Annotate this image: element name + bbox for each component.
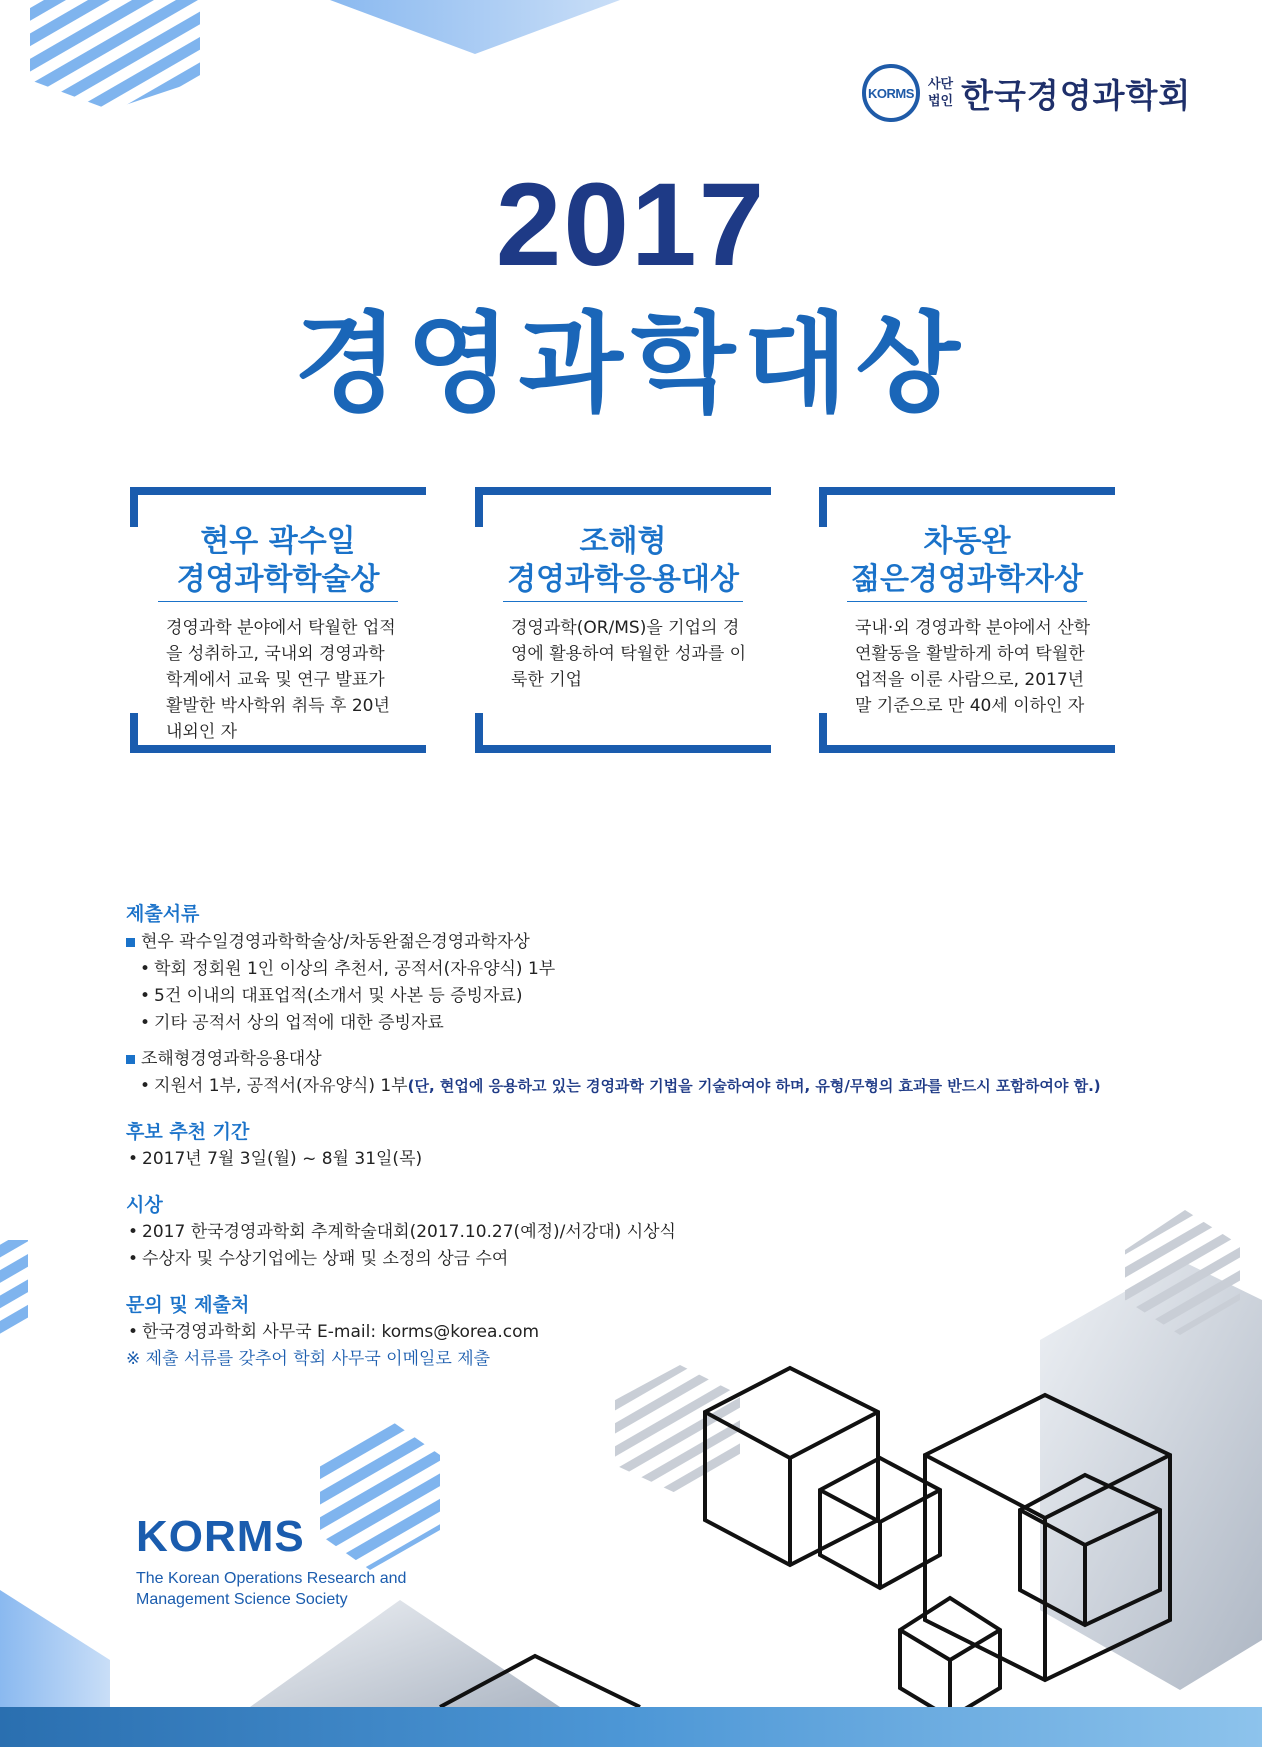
award-title (475, 523, 771, 602)
section-heading-documents: 제출서류 (126, 903, 200, 925)
list-item: • 지원서 1부, 공적서(자유양식) 1부(단, 현업에 응용하고 있는 경영과학 기법을 기술하여야 하며, 유형/무형의 효과를 반드시 포함하여야 함.) (140, 1076, 1101, 1096)
korms-full-name: The Korean Operations Research and Management Science Society (136, 1570, 407, 1608)
award-title-line2: 젊은경영과학자상 (847, 561, 1087, 602)
award-description: 국내·외 경영과학 분야에서 산학연활동을 활발하게 하여 탁월한 업적을 이룬 사람으로, 2017년 말 기준으로 만 40세 이하인 자 (855, 618, 1091, 716)
award-title-line2: 경영과학학술상 (158, 561, 398, 602)
documents-group2-title: 조해형경영과학응용대상 (126, 1045, 1126, 1073)
documents-note: (단, 현업에 응용하고 있는 경영과학 기법을 기술하여야 하며, 유형/무형의 효과를 반드시 포함하여야 함.) (407, 1077, 1101, 1095)
org-name: 한국경영과학회 (961, 75, 1192, 115)
frame-bottom (819, 713, 1115, 753)
contact-item: • 한국경영과학회 사무국 E-mail: korms@korea.com (128, 1322, 540, 1342)
korms-emblem-icon (862, 64, 920, 122)
award-description: 경영과학(OR/MS)을 기업의 경영에 활용하여 탁월한 성과를 이룩한 기업 (511, 618, 747, 690)
list-item: • 학회 정회원 1인 이상의 추천서, 공적서(자유양식) 1부 (140, 959, 556, 979)
list-item: • 2017년 7월 3일(월) ~ 8월 31일(목) (128, 1149, 423, 1169)
stripe-hexagon-korms (320, 1420, 440, 1570)
stripe-hexagon-top-left (30, 0, 200, 110)
korms-wordmark: KORMS (136, 1512, 305, 1561)
documents-group1-title: 현우 곽수일경영과학학술상/차동완젊은경영과학자상 (126, 928, 1126, 956)
triangle-bottom-left-gray (250, 1600, 560, 1707)
frame-top (475, 487, 771, 527)
list-item: • 수상자 및 수상기업에는 상패 및 소정의 상금 수여 (128, 1249, 509, 1269)
award-description: 경영과학 분야에서 탁월한 업적을 성취하고, 국내외 경영과학 학계에서 교육 및 연구 발표가 활발한 박사학위 취득 후 20년 내외인 자 (166, 618, 396, 742)
award-card-academic (130, 487, 426, 753)
award-title-line1: 조해형 (579, 524, 667, 559)
info-sections (126, 890, 1126, 1373)
award-title-line1: 차동완 (923, 524, 1011, 559)
org-prefix-line1: 사단 (928, 77, 954, 92)
section-heading-ceremony: 시상 (126, 1194, 163, 1216)
title-year: 2017 (495, 159, 767, 291)
award-title-line2: 경영과학응용대상 (503, 561, 743, 602)
triangle-top (330, 0, 620, 54)
stripe-edge-left (0, 1240, 28, 1340)
award-card-young-scientist (819, 487, 1115, 753)
frame-bottom (475, 713, 771, 753)
award-card-application (475, 487, 771, 753)
square-bullet-icon (126, 938, 135, 947)
section-heading-period: 후보 추천 기간 (126, 1121, 250, 1143)
list-item: • 기타 공적서 상의 업적에 대한 증빙자료 (140, 1013, 444, 1033)
footer-bar (0, 1707, 1262, 1747)
org-prefix-line2: 법인 (928, 94, 954, 109)
title-main: 경영과학대상 (294, 302, 968, 427)
stripe-hexagon-cubes (615, 1365, 740, 1495)
org-prefix (928, 76, 953, 110)
list-item: • 2017 한국경영과학회 추계학술대회(2017.10.27(예정)/서강대) 시상식 (128, 1222, 676, 1242)
list-item: • 5건 이내의 대표업적(소개서 및 사본 등 증빙자료) (140, 986, 523, 1006)
award-title (130, 523, 426, 602)
section-heading-contact: 문의 및 제출처 (126, 1294, 250, 1316)
emblem-text: KORMS (868, 85, 914, 101)
frame-top (819, 487, 1115, 527)
frame-top (130, 487, 426, 527)
contact-note: ※ 제출 서류를 갖추어 학회 사무국 이메일로 제출 (126, 1349, 491, 1369)
award-title-line1: 현우 곽수일 (200, 524, 356, 559)
square-bullet-icon (126, 1055, 135, 1064)
award-title (819, 523, 1115, 602)
triangle-bottom-left-blue (0, 1590, 110, 1707)
organization-logo (862, 64, 1191, 122)
